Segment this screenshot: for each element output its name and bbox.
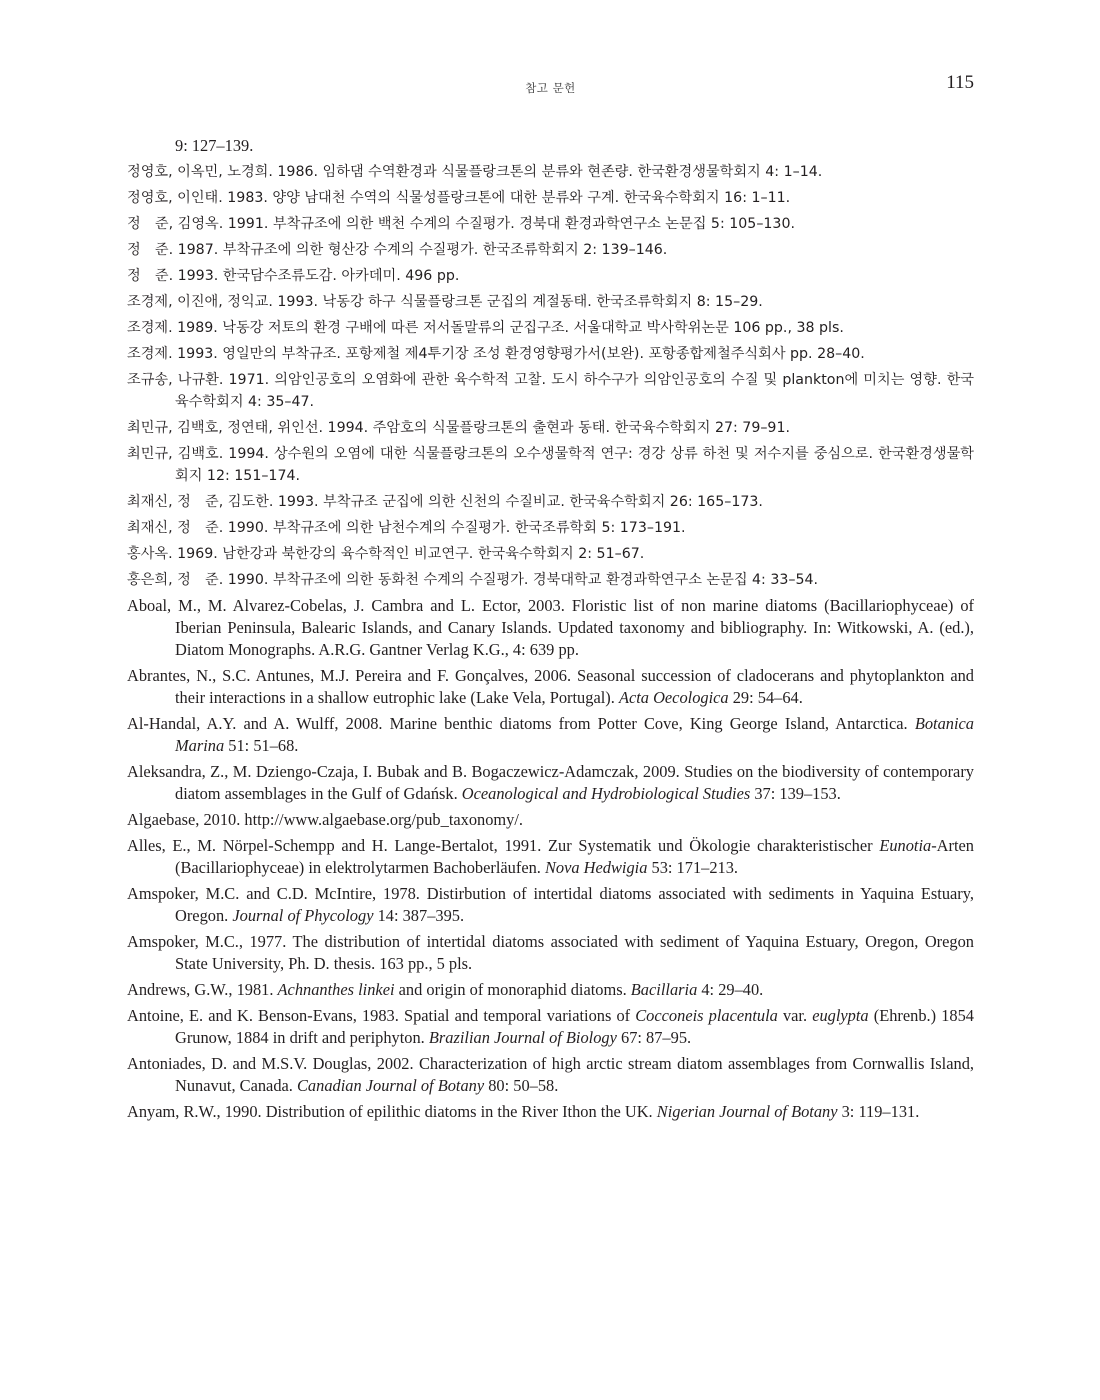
reference-italic-text: Cocconeis placentula [635, 1006, 778, 1025]
reference-entry [127, 761, 974, 805]
reference-text: Alles, E., M. Nörpel-Schempp and H. Lange-Bertalot, 1991. Zur Systematik und Ökologie charakteristischer [127, 836, 880, 855]
reference-italic-text: Bacillaria [630, 980, 698, 999]
reference-text: 정 준. 1993. 한국담수조류도감. 아카데미. 496 pp. [127, 268, 460, 284]
reference-text: Antoniades, D. and M.S.V. Douglas, 2002. Characterization of high arctic stream diatom assemblages from Cornwallis Island, Nunavut, Canada. [127, 1054, 974, 1095]
reference-entry [127, 491, 974, 513]
reference-entry [127, 543, 974, 565]
reference-italic-text: Botanica Marina [175, 714, 974, 755]
reference-entry [127, 595, 974, 661]
reference-text: Anyam, R.W., 1990. Distribution of epilithic diatoms in the River Ithon the UK. [127, 1102, 657, 1121]
reference-text: Andrews, G.W., 1981. [127, 980, 278, 999]
reference-entry [127, 369, 974, 413]
reference-text: 정영호, 이인태. 1983. 양양 남대천 수역의 식물성플랑크톤에 대한 분류와 구계. 한국육수학회지 16: 1–11. [127, 190, 791, 206]
reference-entry [127, 569, 974, 591]
reference-list [127, 135, 974, 1127]
reference-text: 최민규, 김백호. 1994. 상수원의 오염에 대한 식물플랑크톤의 오수생물학적 연구: 경강 상류 하천 및 저수지를 중심으로. 한국환경생물학회지 12: 151–174. [127, 446, 974, 484]
reference-text: 홍사옥. 1969. 남한강과 북한강의 육수학적인 비교연구. 한국육수학회지 2: 51–67. [127, 546, 645, 562]
reference-text: Abrantes, N., S.C. Antunes, M.J. Pereira and F. Gonçalves, 2006. Seasonal succession of cladocerans and phytoplankton and their interactions in a shallow eutrophic lake (Lake Vela, Portugal). [127, 666, 974, 707]
reference-text: (Ehrenb.) 1854 Grunow, 1884 in drift and periphyton. [175, 1006, 974, 1047]
reference-entry [127, 443, 974, 487]
running-title: 참고 문헌 [525, 81, 576, 95]
reference-italic-text: Journal of Phycology [232, 906, 374, 925]
reference-text: Amspoker, M.C. and C.D. McIntire, 1978. Distirbution of intertidal diatoms associated with sediments in Yaquina Estuary, Oregon. [127, 884, 974, 925]
reference-text: 최민규, 김백호, 정연태, 위인선. 1994. 주암호의 식물플랑크톤의 출현과 동태. 한국육수학회지 27: 79–91. [127, 420, 790, 436]
reference-text: 정영호, 이옥민, 노경희. 1986. 임하댐 수역환경과 식물플랑크톤의 분류와 현존량. 한국환경생물학회지 4: 1–14. [127, 164, 823, 180]
reference-entry [127, 135, 974, 157]
reference-text: var. [777, 1006, 813, 1025]
reference-italic-text: Brazilian Journal of Biology [428, 1028, 617, 1047]
reference-entry [127, 517, 974, 539]
reference-entry [127, 265, 974, 287]
reference-text: Al-Handal, A.Y. and A. Wulff, 2008. Marine benthic diatoms from Potter Cove, King George Island, Antarctica. [127, 714, 915, 733]
reference-text: and origin of monoraphid diatoms. [394, 980, 631, 999]
reference-text: Aboal, M., M. Alvarez-Cobelas, J. Cambra and L. Ector, 2003. Floristic list of non marine diatoms (Bacillariophyceae) of Iberian Peninsula, Balearic Islands, and Canary Islands. Updated taxonomy and bibliography. In: Witkowski, A. (ed.), Diatom Monographs. A.R.G. Gantner Verlag K.G., 4: 639 pp. [127, 596, 974, 659]
reference-text: 53: 171–213. [647, 858, 739, 877]
reference-entry [127, 161, 974, 183]
reference-text: 80: 50–58. [484, 1076, 559, 1095]
reference-italic-text: Oceanological and Hydrobiological Studies [461, 784, 751, 803]
reference-entry [127, 1053, 974, 1097]
page-number: 115 [946, 72, 974, 93]
reference-entry [127, 809, 974, 831]
reference-text: 37: 139–153. [750, 784, 841, 803]
reference-text: 최재신, 정 준, 김도한. 1993. 부착규조 군집에 의한 신천의 수질비교. 한국육수학회지 26: 165–173. [127, 494, 763, 510]
reference-entry [127, 291, 974, 313]
reference-text: 조규송, 나규환. 1971. 의암인공호의 오염화에 관한 육수학적 고찰. 도시 하수구가 의암인공호의 수질 및 plankton에 미치는 영향. 한국육수학회지 4: 35–47. [127, 372, 974, 410]
reference-text: 67: 87–95. [616, 1028, 692, 1047]
reference-text: 3: 119–131. [837, 1102, 920, 1121]
reference-entry [127, 1101, 974, 1123]
reference-text: 4: 29–40. [697, 980, 764, 999]
reference-text: 29: 54–64. [728, 688, 803, 707]
reference-entry [127, 1005, 974, 1049]
reference-italic-text: Achnanthes linkei [277, 980, 395, 999]
reference-text: 9: 127–139. [175, 136, 254, 155]
reference-entry [127, 713, 974, 757]
reference-entry [127, 239, 974, 261]
reference-text: 정 준. 1987. 부착규조에 의한 형산강 수계의 수질평가. 한국조류학회지 2: 139–146. [127, 242, 668, 258]
reference-text: 조경제, 이진애, 정익교. 1993. 낙동강 하구 식물플랑크톤 군집의 계절동태. 한국조류학회지 8: 15–29. [127, 294, 763, 310]
reference-text: 조경제. 1989. 낙동강 저토의 환경 구배에 따른 저서돌말류의 군집구조. 서울대학교 박사학위논문 106 pp., 38 pls. [127, 320, 844, 336]
page-header [127, 72, 974, 102]
reference-entry [127, 931, 974, 975]
reference-italic-text: euglypta [812, 1006, 869, 1025]
reference-text: 정 준, 김영옥. 1991. 부착규조에 의한 백천 수계의 수질평가. 경북대 환경과학연구소 논문집 5: 105–130. [127, 216, 795, 232]
reference-entry [127, 213, 974, 235]
reference-entry [127, 417, 974, 439]
reference-italic-text: Canadian Journal of Botany [297, 1076, 485, 1095]
reference-italic-text: Nigerian Journal of Botany [656, 1102, 838, 1121]
reference-entry [127, 665, 974, 709]
reference-entry [127, 187, 974, 209]
reference-entry [127, 835, 974, 879]
reference-text: 51: 51–68. [224, 736, 299, 755]
reference-italic-text: Eunotia [879, 836, 932, 855]
reference-text: Antoine, E. and K. Benson-Evans, 1983. Spatial and temporal variations of [127, 1006, 636, 1025]
reference-text: 최재신, 정 준. 1990. 부착규조에 의한 남천수계의 수질평가. 한국조류학회 5: 173–191. [127, 520, 686, 536]
reference-entry [127, 979, 974, 1001]
reference-entry [127, 317, 974, 339]
reference-text: Algaebase, 2010. http://www.algaebase.org/pub_taxonomy/. [127, 810, 524, 829]
reference-text: 14: 387–395. [373, 906, 465, 925]
reference-italic-text: Nova Hedwigia [544, 858, 648, 877]
reference-text: 홍은희, 정 준. 1990. 부착규조에 의한 동화천 수계의 수질평가. 경북대학교 환경과학연구소 논문집 4: 33–54. [127, 572, 819, 588]
reference-text: Amspoker, M.C., 1977. The distribution of intertidal diatoms associated with sediment of Yaquina Estuary, Oregon, Oregon State University, Ph. D. thesis. 163 pp., 5 pls. [127, 932, 974, 973]
reference-text: Aleksandra, Z., M. Dziengo-Czaja, I. Bubak and B. Bogaczewicz-Adamczak, 2009. Studies on the biodiversity of contemporary diatom assemblages in the Gulf of Gdańsk. [127, 762, 974, 803]
reference-italic-text: Acta Oecologica [618, 688, 729, 707]
reference-text: 조경제. 1993. 영일만의 부착규조. 포항제철 제4투기장 조성 환경영향평가서(보완). 포항종합제철주식회사 pp. 28–40. [127, 346, 865, 362]
reference-text: -Arten (Bacillariophyceae) in elektrolytarmen Bachoberläufen. [175, 836, 974, 877]
reference-entry [127, 883, 974, 927]
reference-entry [127, 343, 974, 365]
